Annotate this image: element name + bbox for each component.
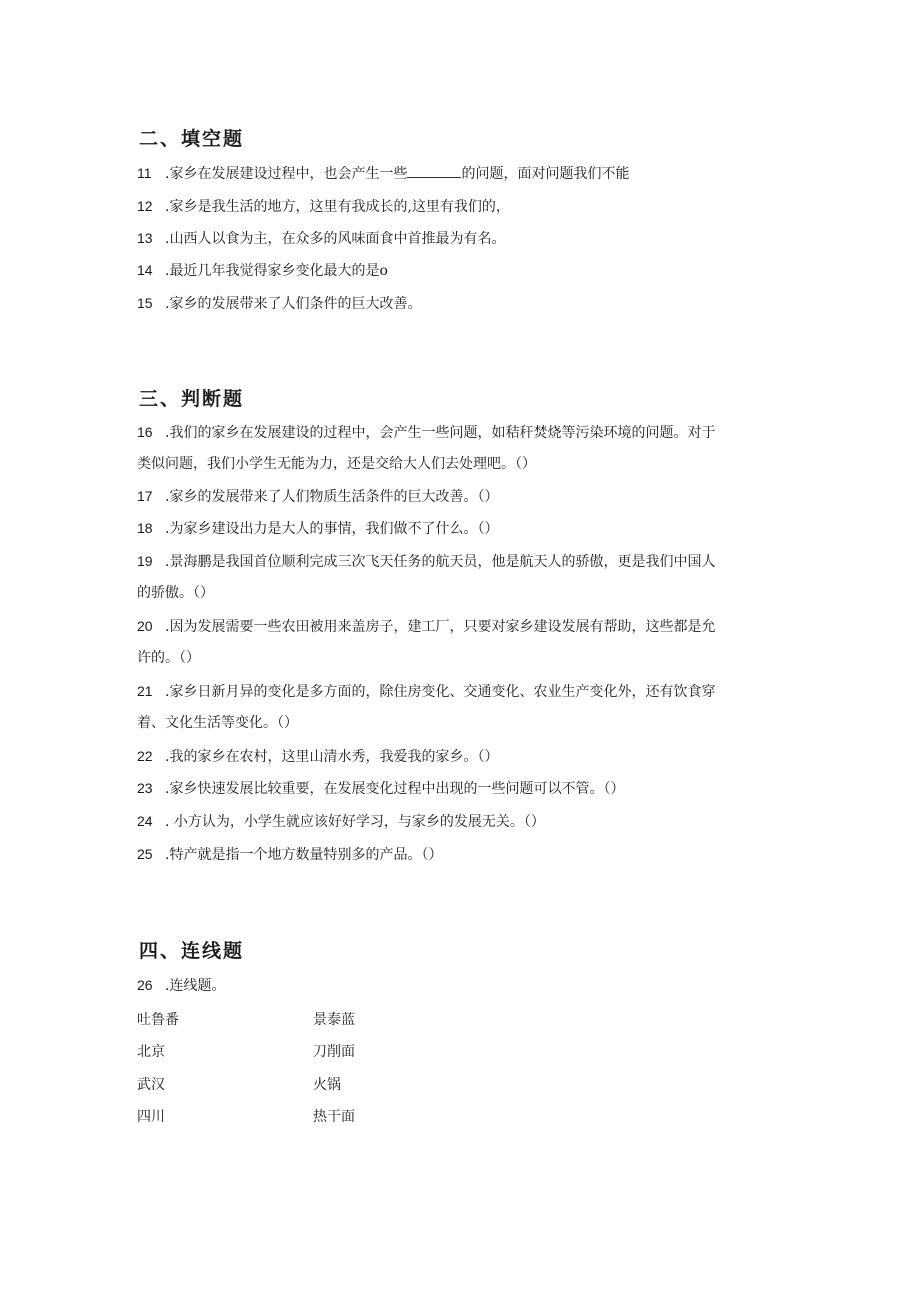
question-number: 23: [137, 780, 153, 796]
question-text: 的问题，面对问题我们不能: [461, 166, 630, 182]
question-24: [137, 812, 545, 831]
question-12: [137, 197, 510, 216]
question-20: [137, 617, 715, 636]
question-text: . 小方认为，小学生就应该好好学习，与家乡的发展无关。（）: [165, 814, 545, 830]
question-number: 24: [137, 813, 153, 829]
question-21-continuation: 着、文化生活等变化。（）: [137, 715, 298, 731]
match-right-item[interactable]: 景泰蓝: [313, 1012, 355, 1028]
question-text: .特产就是指一个地方数量特别多的产品。（）: [165, 847, 443, 863]
question-15: [137, 294, 421, 313]
question-16-continuation: 类似问题，我们小学生无能为力，还是交给大人们去处理吧。（）: [137, 456, 536, 472]
question-text: .家乡日新月异的变化是多方面的，除住房变化、交通变化、农业生产变化外，还有饮食穿: [165, 684, 716, 700]
question-number: 20: [137, 618, 153, 634]
question-13: [137, 229, 505, 248]
question-25: [137, 845, 442, 864]
question-text: .因为发展需要一些农田被用来盖房子，建工厂，只要对家乡建设发展有帮助，这些都是允: [165, 619, 716, 635]
question-19: [137, 552, 715, 571]
question-number: 25: [137, 846, 153, 862]
question-text: .家乡是我生活的地方，这里有我成长的,这里有我们的，: [165, 199, 510, 215]
question-text: .山西人以食为主，在众多的风味面食中首推最为有名。: [165, 231, 506, 247]
question-23: [137, 779, 624, 798]
match-left-item[interactable]: 武汉: [137, 1077, 165, 1093]
question-text: .景海鹏是我国首位顺利完成三次飞天任务的航天员，他是航天人的骄傲，更是我们中国人: [165, 554, 716, 570]
section-title-fill: 二、填空题: [139, 128, 245, 150]
question-number: 16: [137, 424, 153, 440]
question-number: 19: [137, 553, 153, 569]
question-number: 13: [137, 230, 153, 246]
question-number: 22: [137, 748, 153, 764]
question-21: [137, 682, 715, 701]
question-text: .我们的家乡在发展建设的过程中，会产生一些问题，如秸秆焚烧等污染环境的问题。对于: [165, 425, 716, 441]
question-number: 17: [137, 488, 153, 504]
question-number: 15: [137, 295, 153, 311]
question-16: [137, 423, 715, 442]
question-14: [137, 261, 388, 280]
question-20-continuation: 许的。（）: [137, 650, 200, 666]
question-19-continuation: 的骄傲。（）: [137, 585, 214, 601]
match-left-item[interactable]: 吐鲁番: [137, 1012, 179, 1028]
question-text: .为家乡建设出力是大人的事情，我们做不了什么。（）: [165, 521, 499, 537]
question-22: [137, 747, 498, 766]
match-left-item[interactable]: 四川: [137, 1109, 165, 1125]
match-right-item[interactable]: 火锅: [313, 1077, 341, 1093]
question-11: [137, 164, 629, 183]
question-17: [137, 487, 498, 506]
question-text: .我的家乡在农村，这里山清水秀，我爱我的家乡。（）: [165, 749, 499, 765]
question-text: .家乡快速发展比较重要，在发展变化过程中出现的一些问题可以不管。（）: [165, 781, 625, 797]
match-right-item[interactable]: 刀削面: [313, 1044, 355, 1060]
question-text: .家乡的发展带来了人们物质生活条件的巨大改善。（）: [165, 489, 499, 505]
question-number: 12: [137, 198, 153, 214]
question-number: 11: [137, 165, 152, 181]
question-number: 26: [137, 977, 153, 993]
match-left-item[interactable]: 北京: [137, 1044, 165, 1060]
question-18: [137, 519, 498, 538]
match-right-item[interactable]: 热干面: [313, 1109, 355, 1125]
question-text: .家乡的发展带来了人们条件的巨大改善。: [165, 296, 422, 312]
question-text: .最近几年我觉得家乡变化最大的是o: [165, 263, 388, 279]
question-text: .连线题。: [165, 978, 226, 994]
answer-blank: [407, 165, 461, 178]
section-title-match: 四、连线题: [139, 940, 245, 962]
section-title-judge: 三、判断题: [139, 388, 245, 410]
question-number: 21: [137, 683, 153, 699]
question-text: .家乡在发展建设过程中，也会产生一些: [165, 166, 408, 182]
question-number: 18: [137, 520, 153, 536]
question-26: [137, 976, 225, 995]
question-number: 14: [137, 262, 153, 278]
